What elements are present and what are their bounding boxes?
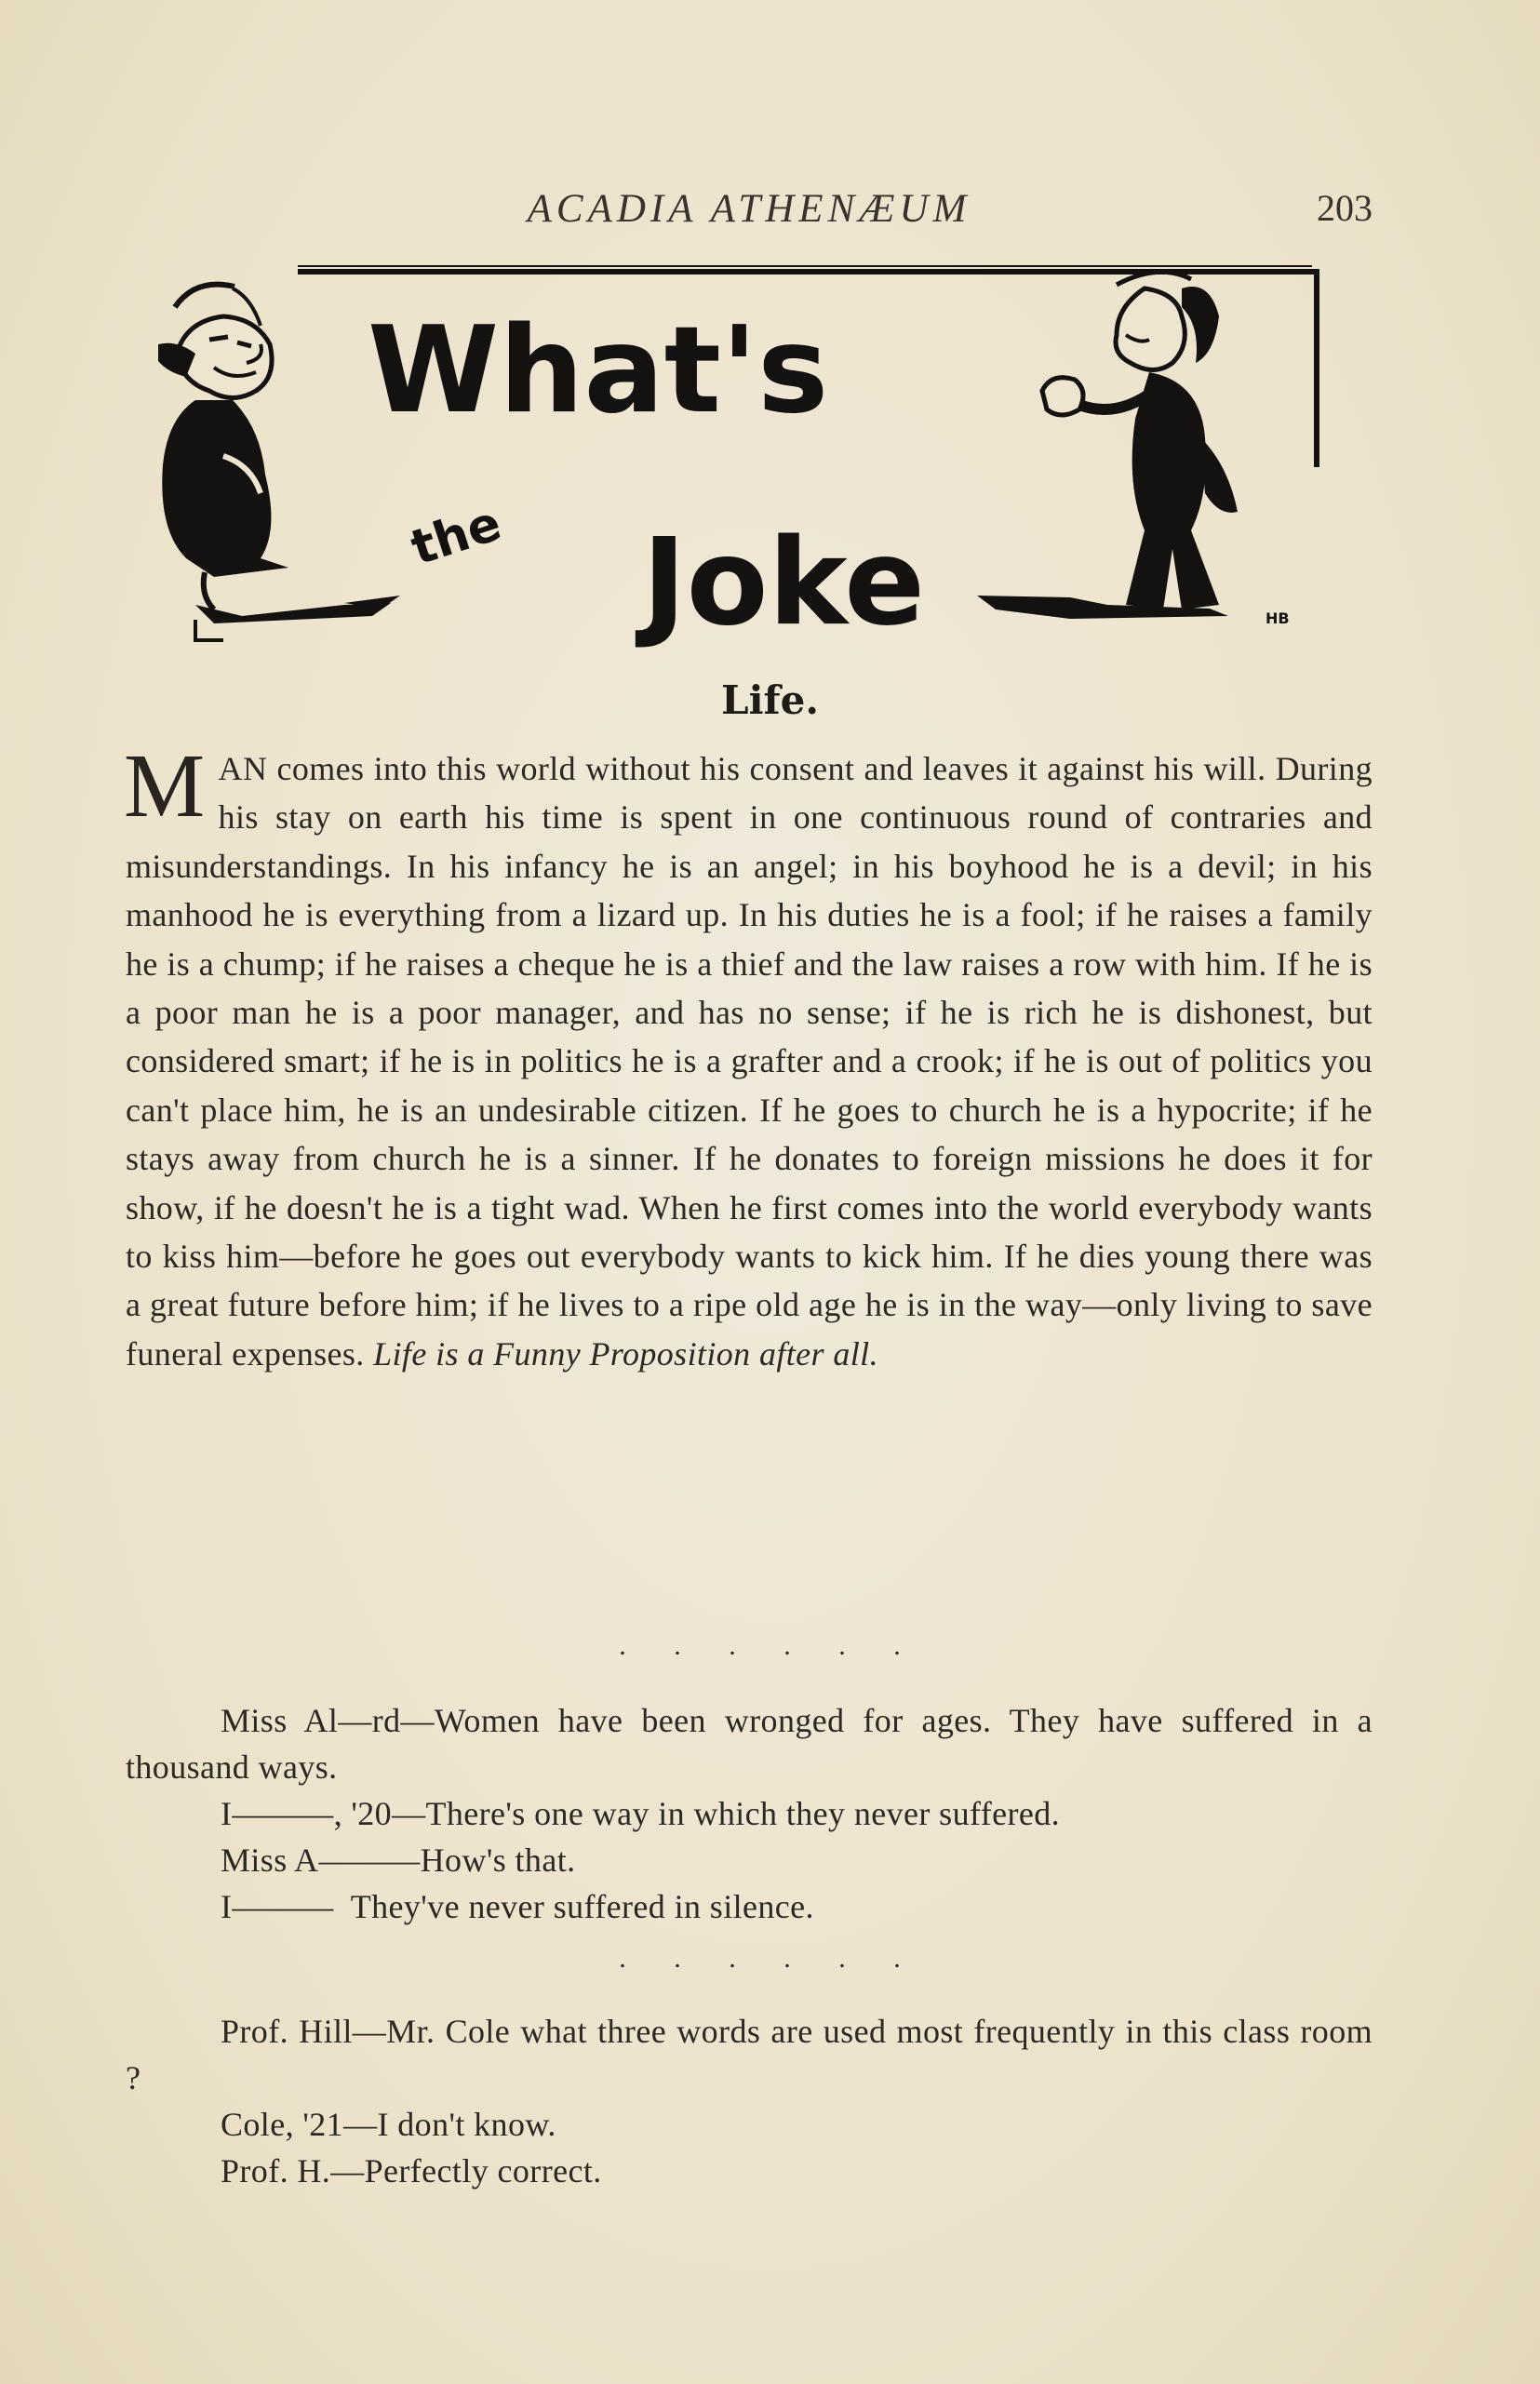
- drop-cap: M: [124, 736, 206, 837]
- article-body: AN comes into this world without his consent and leaves it against his will. During his stay on earth his time is spent in one continuous round of contraries and misunderstandings. In his infancy he is an angel; in his boyhood he is a devil; in his manhood he is everything from a lizard up. In his duties he is a fool; if he raises a family he is a chump; if he raises a cheque he is a thief and the law raises a row with him. If he is a poor man he is a poor manager, and has no sense; if he is rich he is dishonest, but considered smart; if he is in politics he is a grafter and a crook; if he is out of politics you can't place him, he is an undesirable citizen. If he goes to church he is a hypocrite; if he stays away from church he is a sinner. If he donates to foreign missions he does it for show, if he doesn't he is a tight wad. When he first comes into the world everybody wants to kiss him—before he goes out everybody wants to kick him. If he dies young there was a great future before him; if he lives to a ripe old age he is in the way—only living to save funeral expenses.: [126, 750, 1373, 1373]
- whats-the-joke-banner: [158, 251, 1340, 651]
- joke-prof-hill: [126, 2008, 1373, 2194]
- joke-line: Miss Al—rd—Women have been wronged for ages. They have suffered in a thousand ways.: [126, 1702, 1373, 1786]
- article-closing: Life is a Funny Proposition after all.: [373, 1334, 878, 1373]
- right-caricature: [977, 272, 1290, 627]
- banner-word-what: What's: [368, 301, 829, 440]
- section-title: Life.: [721, 677, 819, 723]
- article-life: [124, 736, 1373, 1378]
- section-separator: . . . . . .: [619, 1630, 921, 1661]
- artist-initials: HB: [1265, 609, 1290, 627]
- joke-line: Prof. H.—Perfectly correct.: [221, 2152, 602, 2190]
- joke-miss-al-rd: [126, 1697, 1373, 1930]
- banner-illustration: [158, 251, 1340, 651]
- page-number: 203: [1317, 187, 1373, 229]
- joke-line: Miss A———How's that.: [221, 1842, 576, 1879]
- joke-line: Cole, '21—I don't know.: [221, 2106, 556, 2143]
- joke-line: I———, '20—There's one way in which they never suffered.: [221, 1795, 1061, 1832]
- running-head: [126, 186, 1373, 242]
- section-separator: . . . . . .: [619, 1943, 921, 1974]
- banner-word-joke: Joke: [642, 514, 926, 651]
- running-title: ACADIA ATHENÆUM: [527, 187, 971, 231]
- left-caricature: [158, 285, 400, 640]
- joke-line: Prof. Hill—Mr. Cole what three words are used most frequently in this class room ?: [126, 2013, 1373, 2096]
- banner-word-the: the: [404, 495, 508, 577]
- joke-line: I——— They've never suffered in silence.: [221, 1888, 814, 1925]
